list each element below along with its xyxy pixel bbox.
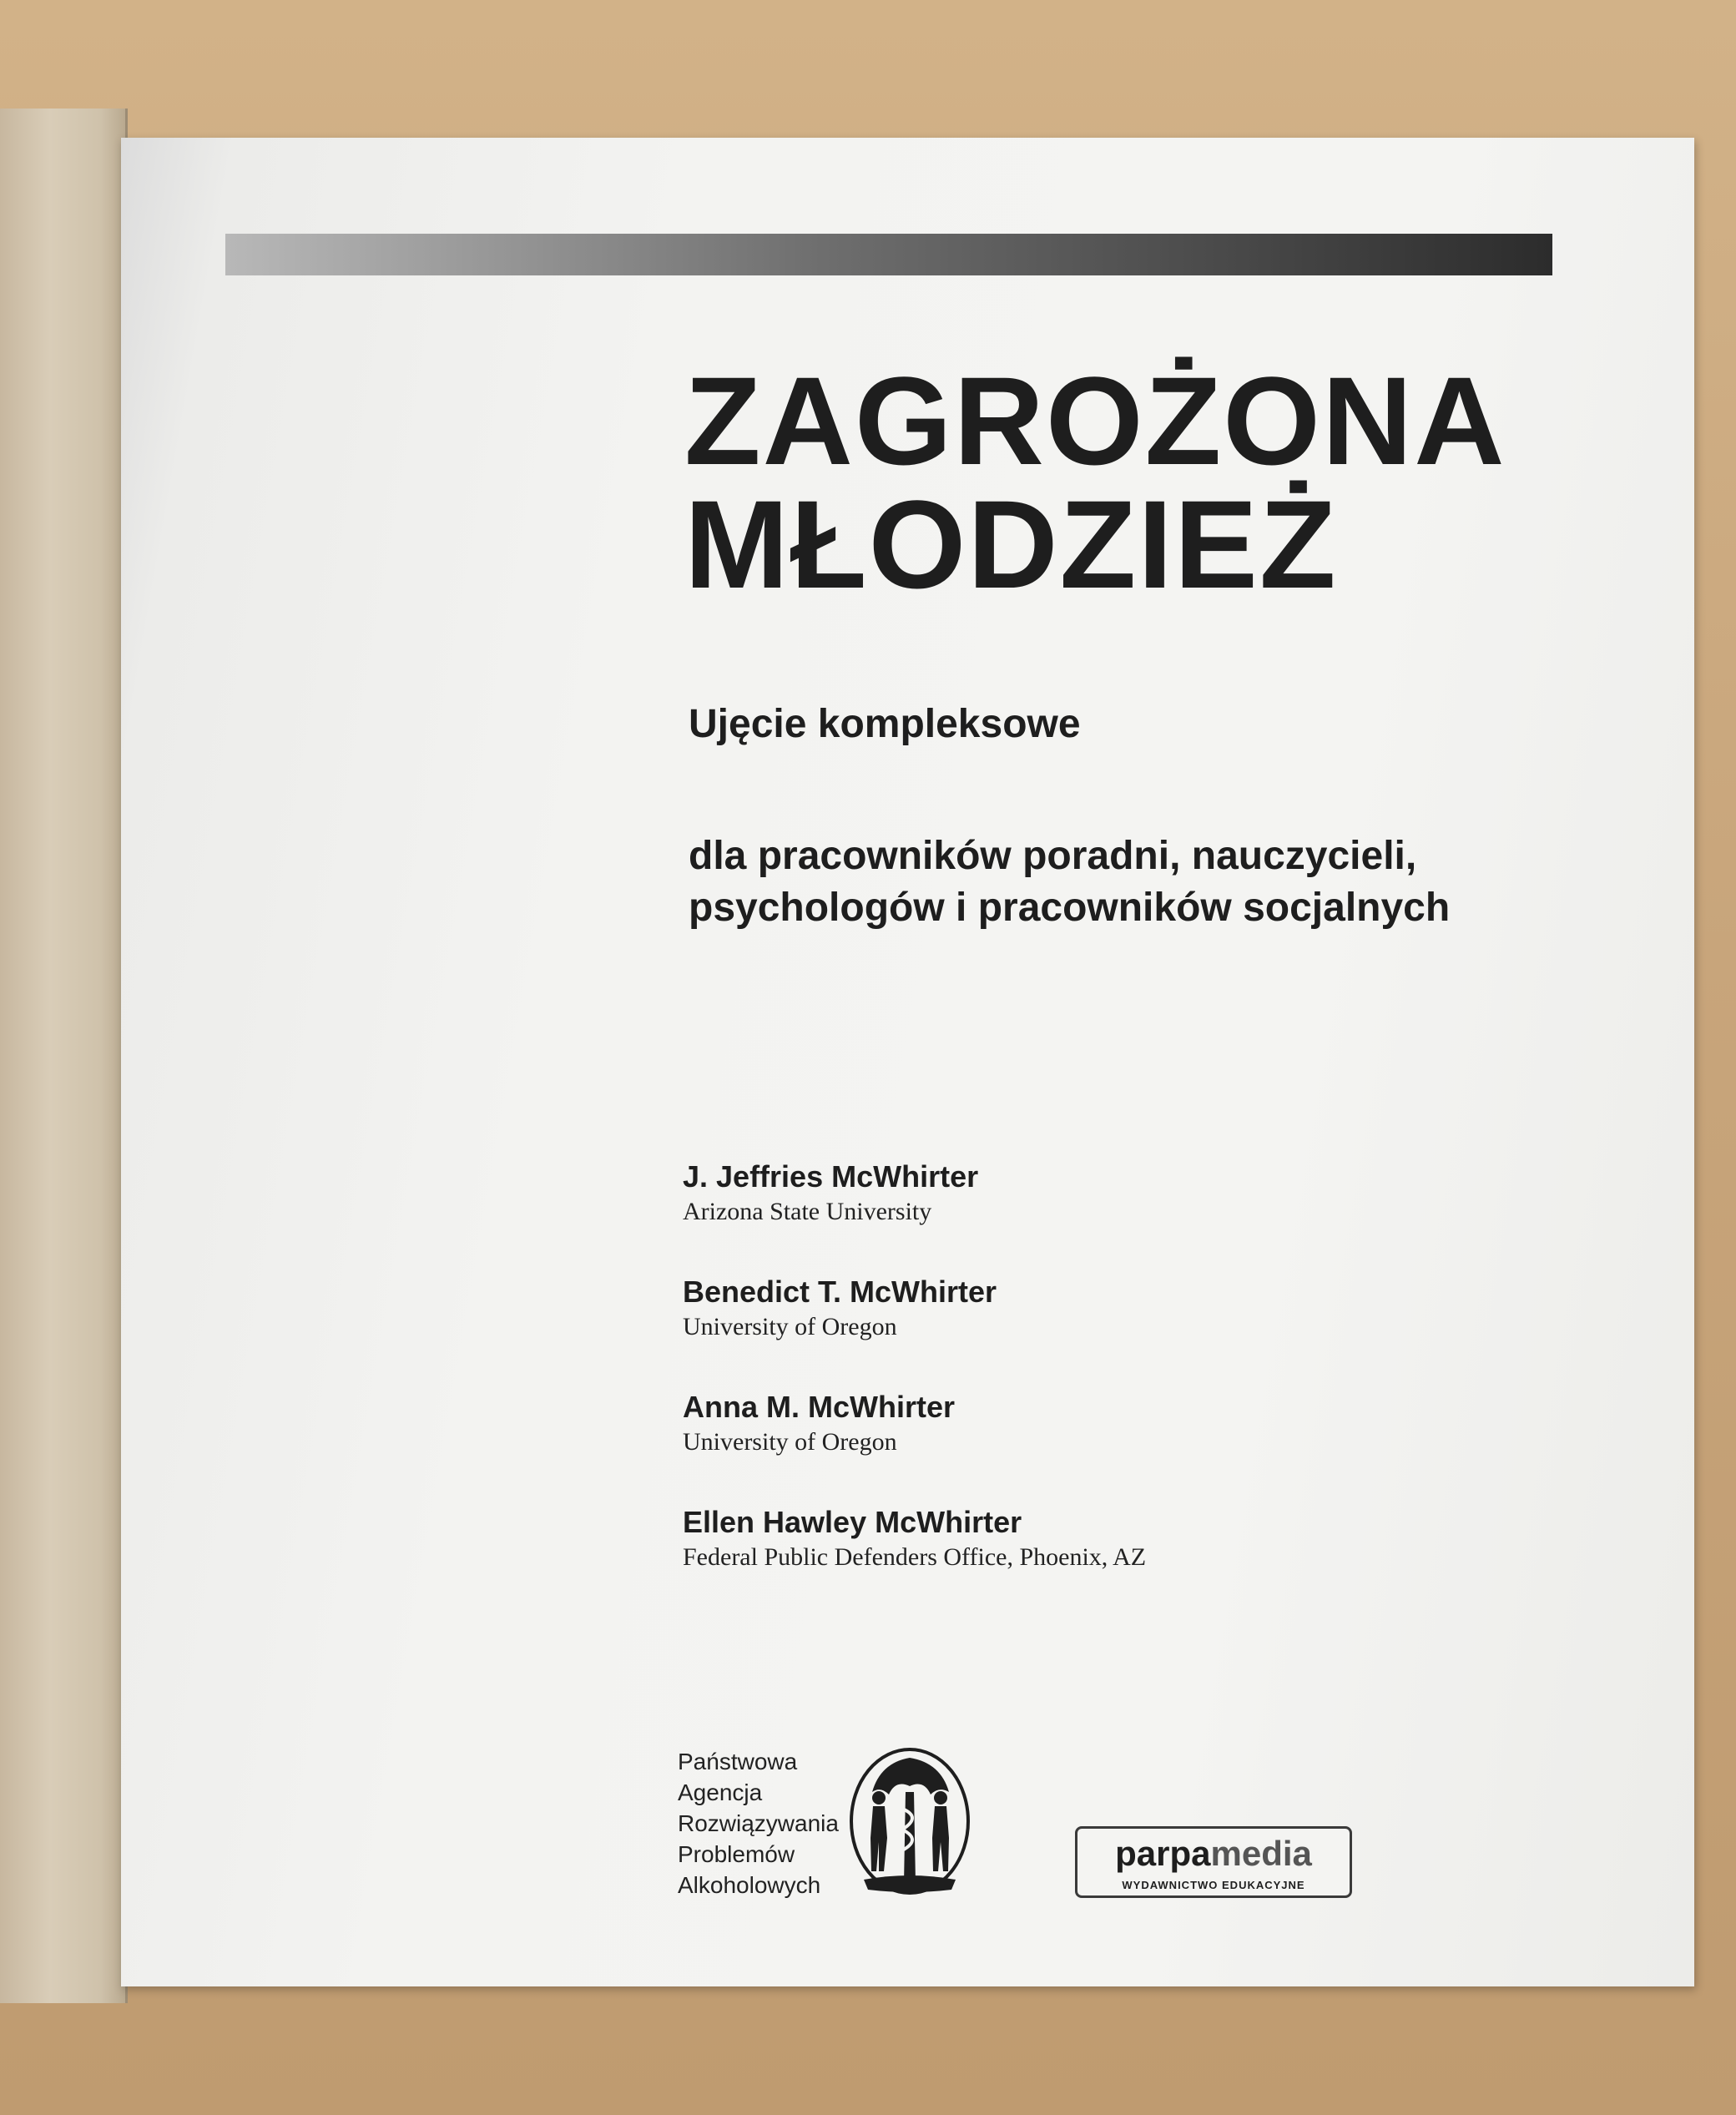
author-entry	[683, 1504, 1146, 1574]
author-name: Ellen Hawley McWhirter	[683, 1505, 1022, 1539]
agency-name	[678, 1746, 839, 1900]
author-affiliation: University of Oregon	[683, 1313, 897, 1340]
book-cover-edge	[0, 109, 128, 2003]
book-title-line-1: ZAGROŻONA	[684, 351, 1506, 491]
publisher-name	[1077, 1834, 1350, 1874]
publisher-name-part-2: media	[1210, 1834, 1312, 1873]
author-name: Benedict T. McWhirter	[683, 1275, 997, 1309]
author-name: J. Jeffries McWhirter	[683, 1159, 979, 1194]
author-entry	[683, 1158, 1146, 1229]
book-title	[684, 351, 1506, 614]
author-entry	[683, 1274, 1146, 1344]
agency-name-line: Problemów	[678, 1841, 795, 1867]
target-audience-line-2: psychologów i pracowników socjalnych	[689, 886, 1451, 930]
book-subtitle: Ujęcie kompleksowe	[689, 702, 1081, 746]
author-affiliation: University of Oregon	[683, 1428, 897, 1456]
agency-name-line: Państwowa	[678, 1749, 798, 1774]
publisher-logo	[1075, 1826, 1352, 1898]
target-audience	[689, 830, 1450, 934]
header-gradient-bar	[225, 234, 1552, 275]
author-name: Anna M. McWhirter	[683, 1390, 956, 1424]
author-affiliation: Arizona State University	[683, 1198, 932, 1225]
publisher-subtitle	[1077, 1879, 1350, 1891]
agency-name-line: Agencja	[678, 1779, 763, 1805]
target-audience-line-1: dla pracowników poradni, nauczycieli,	[689, 834, 1417, 878]
author-entry	[683, 1389, 1146, 1459]
publisher-subtitle-part-2: EDUKACYJNE	[1222, 1879, 1305, 1891]
publisher-subtitle-part-1: WYDAWNICTWO	[1122, 1879, 1219, 1891]
tree-figures-emblem-icon	[847, 1746, 972, 1896]
agency-name-line: Alkoholowych	[678, 1872, 821, 1898]
agency-name-line: Rozwiązywania	[678, 1810, 839, 1836]
authors-list	[683, 1158, 1146, 1619]
book-title-line-2: MŁODZIEŻ	[684, 474, 1338, 614]
publisher-name-part-1: parpa	[1115, 1834, 1211, 1873]
author-affiliation: Federal Public Defenders Office, Phoenix, AZ	[683, 1543, 1147, 1571]
